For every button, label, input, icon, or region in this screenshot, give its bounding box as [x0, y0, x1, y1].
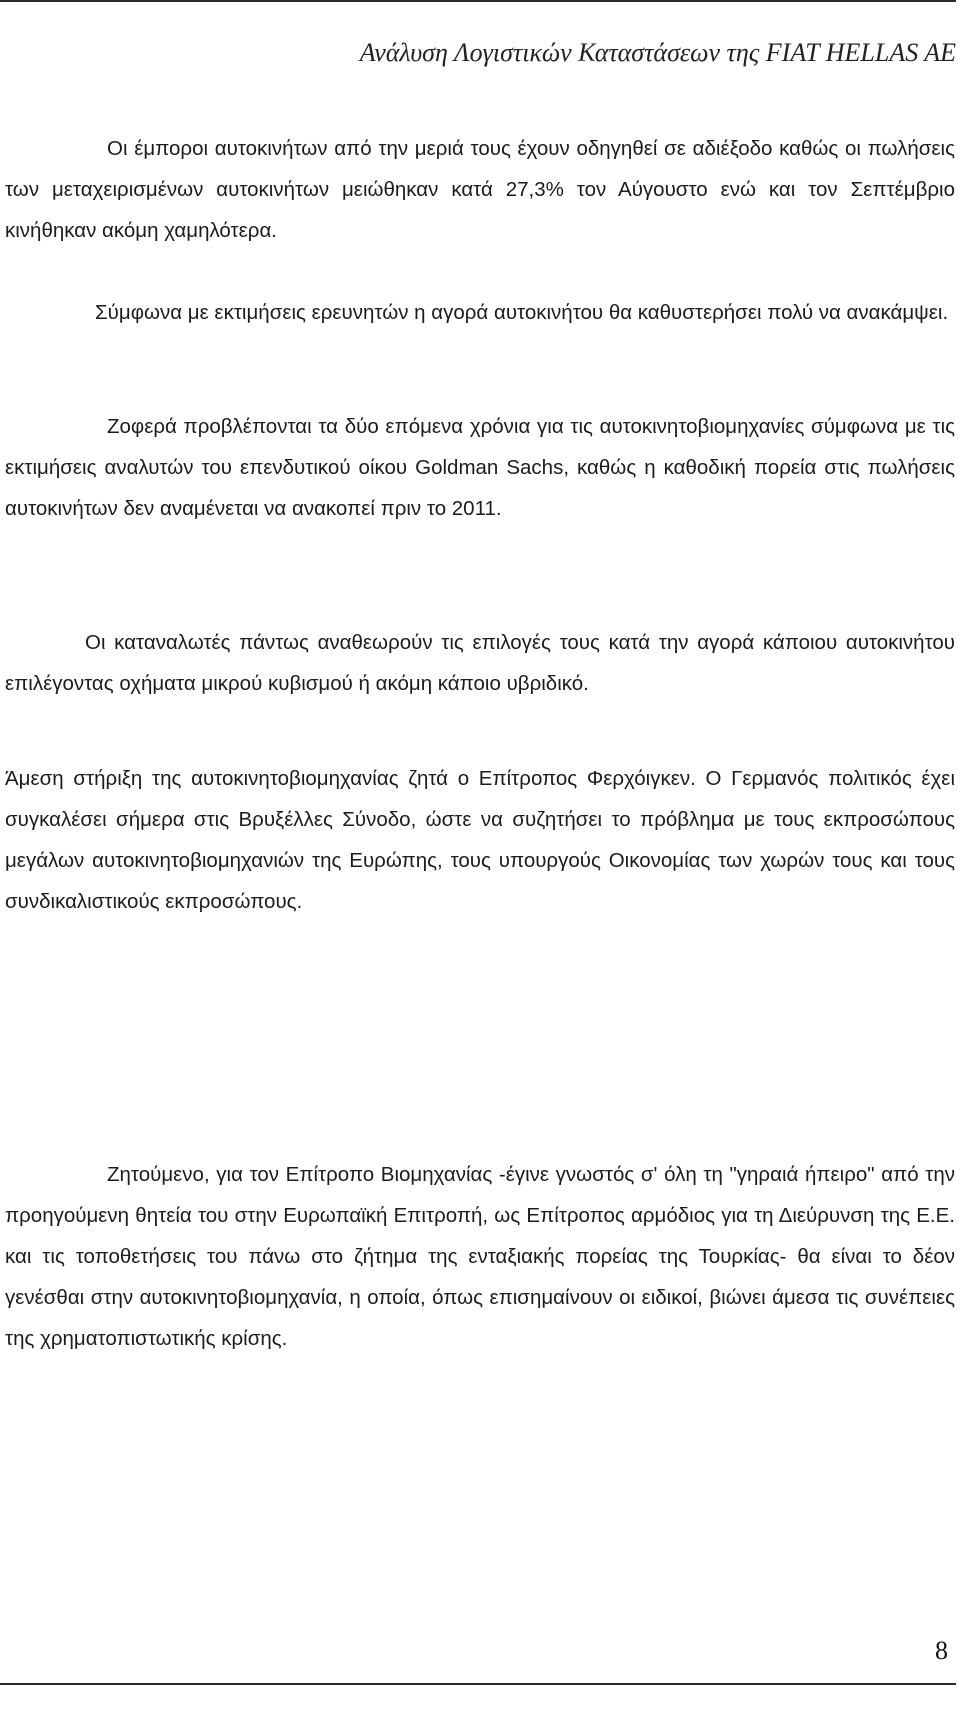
footer-rule	[0, 1683, 956, 1685]
paragraph-market-recovery: Σύμφωνα με εκτιμήσεις ερευνητών η αγορά αυτοκινήτου θα καθυστερήσει πολύ να ανακάμψει.	[95, 301, 949, 324]
header-rule	[0, 0, 956, 2]
page-number: 8	[935, 1636, 948, 1665]
paragraph-commissioner-support: Άμεση στήριξη της αυτοκινητοβιομηχανίας ζητά ο Επίτροπος Φερχόιγκεν. Ο Γερμανός πολιτικός έχει συγκαλέσει σήμερα στις Βρυξέλλες Σύνοδο, ώστε να συζητήσει το πρόβλημα με τους εκπροσώπους μεγάλων αυτοκινητοβιομηχανιών της Ευρώπης, τους υπουργούς Οικονομίας των χωρών τους και τους συνδικαλιστικούς εκπροσώπους.	[5, 767, 955, 913]
paragraph-car-dealers: Οι έμποροι αυτοκινήτων από την μεριά τους έχουν οδηγηθεί σε αδιέξοδο καθώς οι πωλήσεις των μεταχειρισμένων αυτοκινήτων μειώθηκαν κατά 27,3% τον Αύγουστο ενώ και τον Σεπτέμβριο κινήθηκαν ακόμη χαμηλότερα.	[5, 137, 955, 242]
running-header-title: Ανάλυση Λογιστικών Καταστάσεων της FIAT HELLAS AE	[359, 38, 956, 67]
paragraph-goldman-sachs: Ζοφερά προβλέπονται τα δύο επόμενα χρόνια για τις αυτοκινητοβιομηχανίες σύμφωνα με τις εκτιμήσεις αναλυτών του επενδυτικού οίκου Goldman Sachs, καθώς η καθοδική πορεία στις πωλήσεις αυτοκινήτων δεν αναμένεται να ανακοπεί πριν το 2011.	[5, 415, 955, 520]
paragraph-consumers: Οι καταναλωτές πάντως αναθεωρούν τις επιλογές τους κατά την αγορά κάποιου αυτοκινήτου επιλέγοντας οχήματα μικρού κυβισμού ή ακόμη κάποιο υβριδικό.	[5, 631, 955, 695]
paragraph-industry-commissioner: Ζητούμενο, για τον Επίτροπο Βιομηχανίας -έγινε γνωστός σ' όλη τη "γηραιά ήπειρο" από την προηγούμενη θητεία του στην Ευρωπαϊκή Επιτροπή, ως Επίτροπος αρμόδιος για τη Διεύρυνση της Ε.Ε. και τις τοποθετήσεις του πάνω στο ζήτημα της ενταξιακής πορείας της Τουρκίας- θα είναι το δέον γενέσθαι στην αυτοκινητοβιομηχανία, η οποία, όπως επισημαίνουν οι ειδικοί, βιώνει άμεσα τις συνέπειες της χρηματοπιστωτικής κρίσης.	[5, 1163, 955, 1350]
